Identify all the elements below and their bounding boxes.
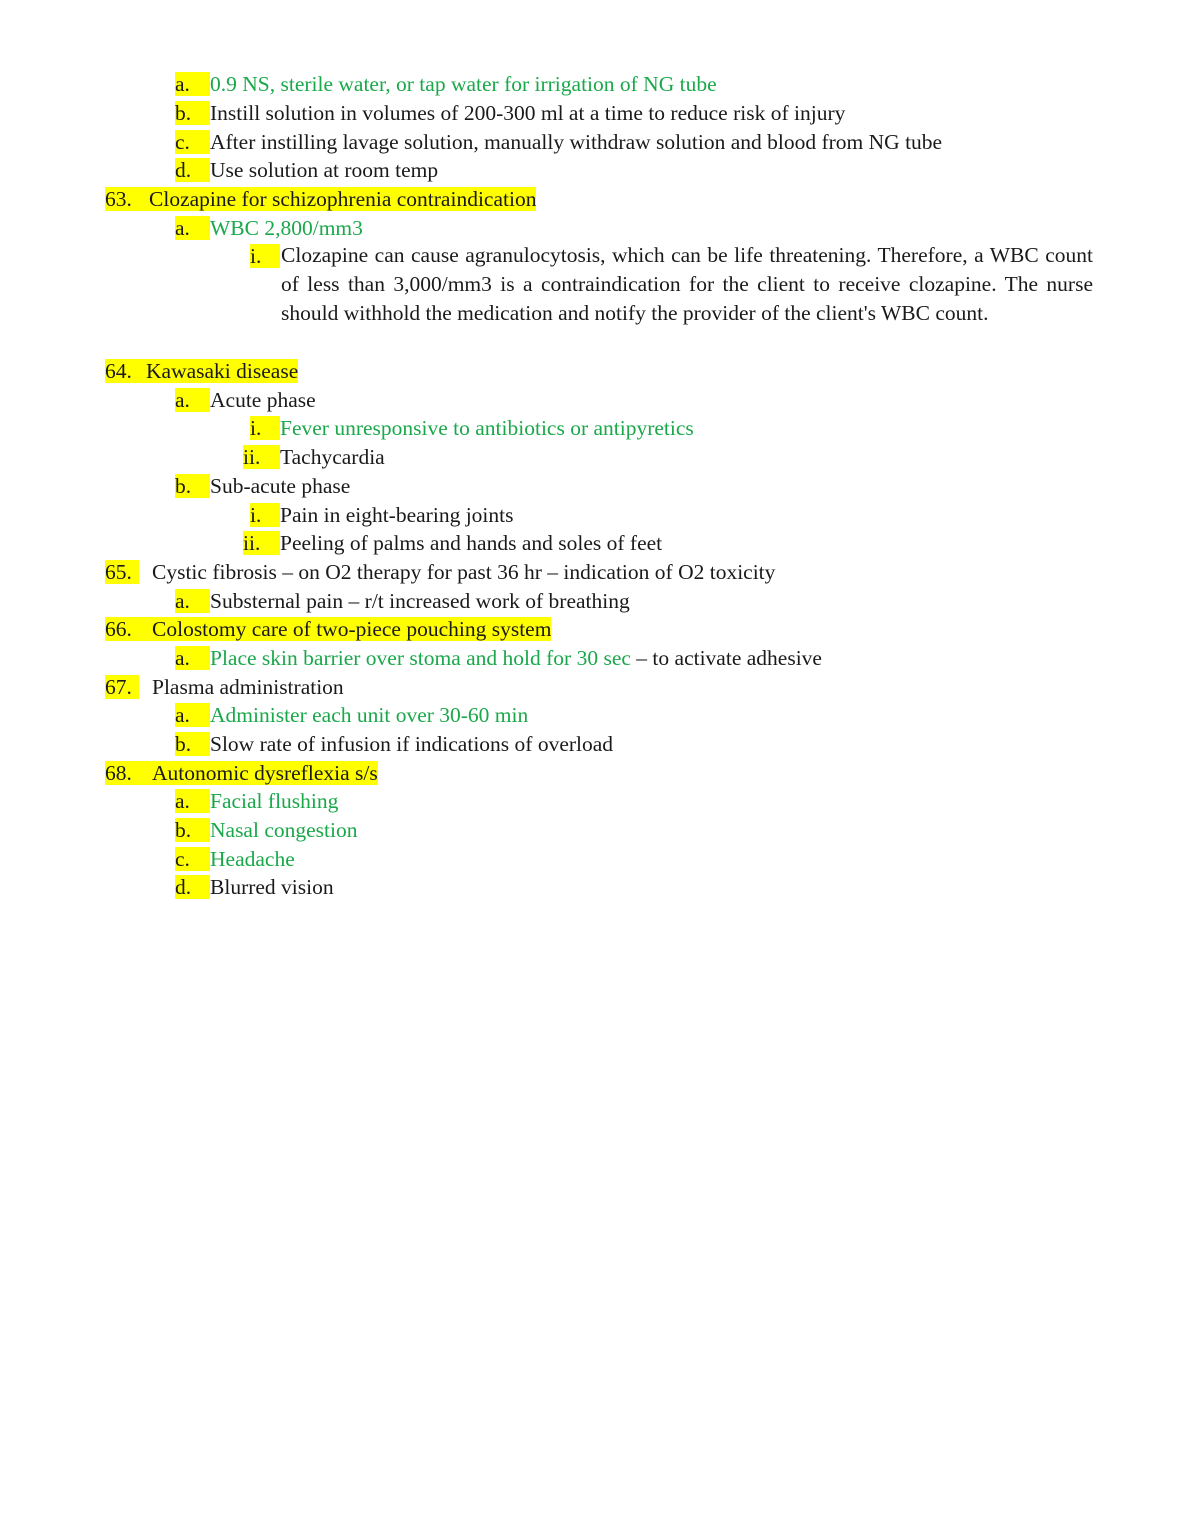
list-item-text: Nasal congestion (210, 818, 358, 842)
list-item-text: 0.9 NS, sterile water, or tap water for irrigation of NG tube (210, 72, 717, 96)
list-marker: a. (175, 589, 210, 613)
list-item-text: After instilling lavage solution, manually withdraw solution and blood from NG tube (210, 130, 943, 154)
question-number: 65. (105, 560, 139, 584)
list-item-text: Acute phase (210, 388, 316, 412)
list-marker: b. (175, 101, 210, 125)
question-number: 66. (105, 617, 152, 641)
list-item-text: Sub-acute phase (210, 474, 351, 498)
list-item-text: Substernal pain – r/t increased work of breathing (210, 589, 630, 613)
question-title: Colostomy care of two-piece pouching system (152, 617, 552, 641)
list-item-text-green: Place skin barrier over stoma and hold for 30 sec (210, 646, 631, 670)
question-title: Clozapine for schizophrenia contraindication (149, 187, 537, 211)
list-marker: a. (175, 789, 210, 813)
list-marker: i. (250, 244, 280, 268)
list-item-text: Headache (210, 847, 295, 871)
list-marker: b. (175, 474, 210, 498)
list-marker: ii. (243, 531, 280, 555)
question-number: 63. (105, 187, 149, 211)
list-marker: c. (175, 847, 210, 871)
question-title: Cystic fibrosis – on O2 therapy for past 36 hr – indication of O2 toxicity (152, 560, 776, 584)
list-item-text: Blurred vision (210, 875, 334, 899)
list-item-text: Fever unresponsive to antibiotics or antipyretics (280, 416, 694, 440)
list-item-text: Instill solution in volumes of 200-300 ml at a time to reduce risk of injury (210, 101, 846, 125)
list-marker: a. (175, 388, 210, 412)
list-item-text: Slow rate of infusion if indications of overload (210, 732, 614, 756)
list-marker: ii. (243, 445, 280, 469)
question-number: 64. (105, 359, 146, 383)
question-title: Plasma administration (152, 675, 344, 699)
list-item-text: WBC 2,800/mm3 (210, 216, 363, 240)
list-item-text: Facial flushing (210, 789, 339, 813)
list-item-text: Administer each unit over 30-60 min (210, 703, 529, 727)
question-number: 67. (105, 675, 139, 699)
list-item-text (210, 646, 822, 670)
list-marker: i. (250, 503, 280, 527)
list-marker: c. (175, 130, 210, 154)
list-marker: a. (175, 216, 210, 240)
list-item-text: Use solution at room temp (210, 158, 439, 182)
list-marker: a. (175, 72, 210, 96)
list-marker: a. (175, 703, 210, 727)
rationale-paragraph: Clozapine can cause agranulocytosis, which can be life threatening. Therefore, a WBC count of less than 3,000/mm3 is a contraindication for the client to receive clozapine. The nurse should withhold the medication and notify the provider of the client's WBC count. (281, 243, 1093, 325)
list-marker: d. (175, 158, 210, 182)
list-item-text: Peeling of palms and hands and soles of feet (280, 531, 663, 555)
list-item-text: Tachycardia (280, 445, 385, 469)
list-marker: a. (175, 646, 210, 670)
list-marker: b. (175, 818, 210, 842)
list-marker: d. (175, 875, 210, 899)
list-marker: b. (175, 732, 210, 756)
question-number: 68. (105, 761, 152, 785)
list-marker: i. (250, 416, 280, 440)
question-title: Kawasaki disease (146, 359, 299, 383)
question-title: Autonomic dysreflexia s/s (152, 761, 378, 785)
list-item-text-rest: – to activate adhesive (630, 646, 822, 670)
list-item-text: Pain in eight-bearing joints (280, 503, 514, 527)
